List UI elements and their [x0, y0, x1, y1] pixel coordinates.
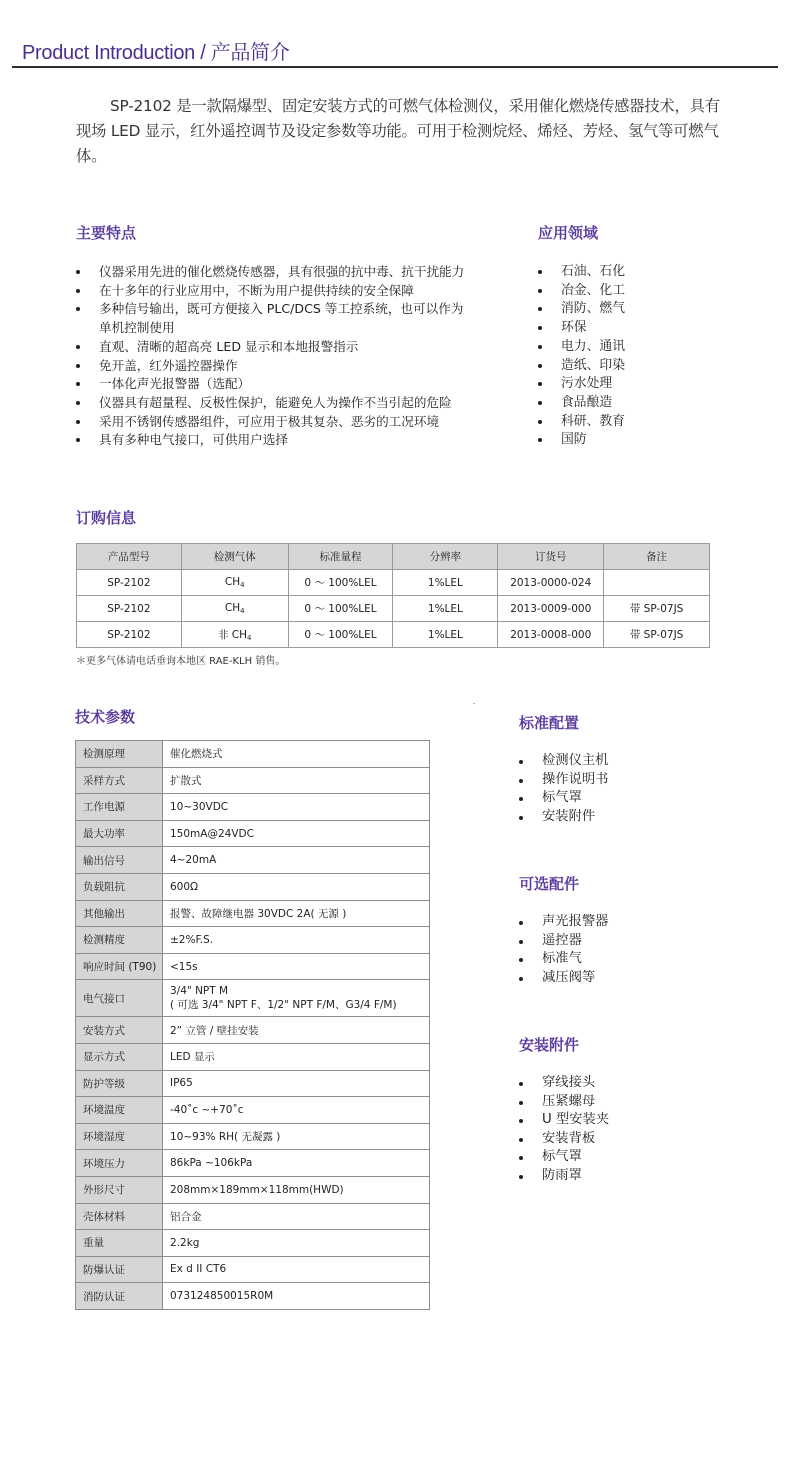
standard-config-item: 标气罩 [519, 789, 608, 808]
spec-value: 86kPa ~106kPa [163, 1150, 430, 1177]
install-parts-heading: 安装附件 [519, 1036, 580, 1054]
table-row [76, 1043, 430, 1070]
gas-cell [181, 622, 288, 648]
table-row [77, 570, 710, 596]
application-item: 环保 [538, 319, 625, 338]
spec-key: 防爆认证 [76, 1256, 163, 1283]
spec-value-line: ( 可选 3/4" NPT F、1/2" NPT F/M、G3/4 F/M) [170, 998, 397, 1011]
feature-item: 仪器采用先进的催化燃烧传感器，具有很强的抗中毒、抗干扰能力 [76, 263, 464, 282]
note-cell: 带 SP-07JS [604, 596, 710, 622]
install-parts-list [519, 1074, 609, 1186]
resolution-cell: 1%LEL [393, 570, 498, 596]
feature-item: 仪器具有超量程、反极性保护，能避免人为操作不当引起的危险 [76, 394, 464, 413]
install-part-item: 安装背板 [519, 1130, 609, 1149]
spec-key: 检测原理 [76, 741, 163, 768]
standard-config-item: 检测仪主机 [519, 752, 608, 771]
gas-cell [181, 570, 288, 596]
application-item: 造纸、印染 [538, 357, 625, 376]
spec-value: 600Ω [163, 873, 430, 900]
spec-value-line: 3/4" NPT M [170, 984, 229, 997]
ordering-heading: 订购信息 [76, 509, 137, 527]
spec-value: 10~30VDC [163, 794, 430, 821]
install-part-item: 压紧螺母 [519, 1093, 609, 1112]
spec-key: 环境湿度 [76, 1123, 163, 1150]
table-row [76, 1017, 430, 1044]
column-header: 订货号 [498, 544, 604, 570]
application-item: 石油、石化 [538, 263, 625, 282]
spec-key: 安装方式 [76, 1017, 163, 1044]
range-cell: 0 ～ 100%LEL [288, 622, 393, 648]
table-row [77, 622, 710, 648]
gas-subscript: 4 [247, 634, 252, 642]
spec-value: 4~20mA [163, 847, 430, 874]
specs-table [75, 740, 430, 1310]
spec-value: IP65 [163, 1070, 430, 1097]
spec-value: 铝合金 [163, 1203, 430, 1230]
feature-item: 多种信号输出，既可方便接入 PLC/DCS 等工控系统，也可以作为 [76, 300, 464, 319]
resolution-cell: 1%LEL [393, 596, 498, 622]
spec-key: 壳体材料 [76, 1203, 163, 1230]
spec-value: 208mm×189mm×118mm(HWD) [163, 1176, 430, 1203]
resolution-cell: 1%LEL [393, 622, 498, 648]
feature-item-continuation: 单机控制使用 [99, 320, 175, 336]
spec-key: 最大功率 [76, 820, 163, 847]
feature-item: 具有多种电气接口，可供用户选择 [76, 431, 464, 450]
install-part-item: U 型安装夹 [519, 1111, 609, 1130]
stray-dot [473, 703, 475, 704]
range-cell: 0 ～ 100%LEL [288, 570, 393, 596]
gas-prefix: 非 [217, 629, 232, 641]
applications-heading: 应用领域 [538, 224, 599, 242]
table-row [76, 873, 430, 900]
spec-value [163, 980, 430, 1017]
range-cell: 0 ～ 100%LEL [288, 596, 393, 622]
model-cell: SP-2102 [77, 596, 182, 622]
application-item: 消防、燃气 [538, 300, 625, 319]
spec-key: 工作电源 [76, 794, 163, 821]
application-item: 科研、教育 [538, 413, 625, 432]
spec-value: 扩散式 [163, 767, 430, 794]
table-row [76, 767, 430, 794]
install-part-item: 标气罩 [519, 1148, 609, 1167]
model-cell: SP-2102 [77, 622, 182, 648]
spec-value: ±2%F.S. [163, 927, 430, 954]
application-item: 冶金、化工 [538, 282, 625, 301]
feature-item: 一体化声光报警器（选配） [76, 375, 464, 394]
spec-key: 负载阻抗 [76, 873, 163, 900]
column-header: 检测气体 [181, 544, 288, 570]
table-row [76, 953, 430, 980]
spec-key: 响应时间 (T90) [76, 953, 163, 980]
table-row [76, 1097, 430, 1124]
gas-cell [181, 596, 288, 622]
column-header: 标准量程 [288, 544, 393, 570]
ordering-header-row [77, 544, 710, 570]
model-cell: SP-2102 [77, 570, 182, 596]
spec-value: 催化燃烧式 [163, 741, 430, 768]
gas-formula: CH [231, 629, 248, 641]
gas-subscript: 4 [240, 607, 245, 615]
feature-item: 免开盖，红外遥控器操作 [76, 357, 464, 376]
spec-value: 150mA@24VDC [163, 820, 430, 847]
spec-key: 检测精度 [76, 927, 163, 954]
table-row [76, 847, 430, 874]
install-part-item: 防雨罩 [519, 1167, 609, 1186]
table-row [76, 1150, 430, 1177]
application-item: 电力、通讯 [538, 338, 625, 357]
feature-item: 采用不锈钢传感器组件，可应用于极其复杂、恶劣的工况环境 [76, 413, 464, 432]
table-row [76, 900, 430, 927]
page-title: Product Introduction / 产品简介 [22, 42, 290, 64]
table-row [76, 980, 430, 1017]
spec-value: 073124850015R0M [163, 1283, 430, 1310]
optional-part-item: 减压阀等 [519, 969, 608, 988]
spec-value: 10~93% RH( 无凝露 ) [163, 1123, 430, 1150]
column-header: 分辨率 [393, 544, 498, 570]
ordering-table [76, 543, 710, 648]
spec-value: 2.2kg [163, 1230, 430, 1257]
gas-subscript: 4 [240, 581, 245, 589]
spec-value: LED 显示 [163, 1043, 430, 1070]
spec-value: <15s [163, 953, 430, 980]
spec-key: 消防认证 [76, 1283, 163, 1310]
gas-formula: CH [224, 576, 241, 588]
table-row [76, 1256, 430, 1283]
order-number-cell: 2013-0009-000 [498, 596, 604, 622]
table-row [76, 1123, 430, 1150]
spec-key: 采样方式 [76, 767, 163, 794]
install-part-item: 穿线接头 [519, 1074, 609, 1093]
spec-value: Ex d II CT6 [163, 1256, 430, 1283]
table-row [77, 596, 710, 622]
table-row [76, 820, 430, 847]
spec-key: 显示方式 [76, 1043, 163, 1070]
feature-item: 直观、清晰的超高亮 LED 显示和本地报警指示 [76, 338, 464, 357]
spec-key: 电气接口 [76, 980, 163, 1017]
spec-key: 防护等级 [76, 1070, 163, 1097]
table-row [76, 1070, 430, 1097]
feature-item: 在十多年的行业应用中，不断为用户提供持续的安全保障 [76, 282, 464, 301]
spec-key: 环境温度 [76, 1097, 163, 1124]
table-row [76, 741, 430, 768]
spec-value: 2” 立管 / 壁挂安装 [163, 1017, 430, 1044]
gas-formula: CH [224, 602, 241, 614]
table-row [76, 1176, 430, 1203]
table-row [76, 794, 430, 821]
application-item: 国防 [538, 431, 625, 450]
column-header: 产品型号 [77, 544, 182, 570]
spec-key: 输出信号 [76, 847, 163, 874]
spec-value: 报警、故障继电器 30VDC 2A( 无源 ) [163, 900, 430, 927]
note-cell [604, 570, 710, 596]
applications-list [538, 263, 625, 450]
note-cell: 带 SP-07JS [604, 622, 710, 648]
optional-parts-heading: 可选配件 [519, 875, 580, 893]
standard-config-item: 安装附件 [519, 808, 608, 827]
column-header: 备注 [604, 544, 710, 570]
order-number-cell: 2013-0000-024 [498, 570, 604, 596]
optional-parts-list [519, 913, 608, 987]
standard-config-list [519, 752, 608, 826]
table-row [76, 927, 430, 954]
intro-paragraph: SP-2102 是一款隔爆型、固定安装方式的可燃气体检测仪，采用催化燃烧传感器技术，具有现场 LED 显示，红外遥控调节及设定参数等功能。可用于检测烷烃、烯烃、芳烃、氢气等可燃气体。 [76, 97, 720, 165]
application-item: 食品酿造 [538, 394, 625, 413]
optional-part-item: 声光报警器 [519, 913, 608, 932]
application-item: 污水处理 [538, 375, 625, 394]
spec-key: 环境压力 [76, 1150, 163, 1177]
spec-key: 重量 [76, 1230, 163, 1257]
title-divider [12, 66, 778, 68]
optional-part-item: 标准气 [519, 950, 608, 969]
features-list [76, 263, 464, 450]
order-number-cell: 2013-0008-000 [498, 622, 604, 648]
table-row [76, 1203, 430, 1230]
standard-config-item: 操作说明书 [519, 771, 608, 790]
spec-key: 外形尺寸 [76, 1176, 163, 1203]
standard-config-heading: 标准配置 [519, 714, 580, 732]
spec-key: 其他输出 [76, 900, 163, 927]
ordering-footnote: ＊更多气体请电话垂询本地区 RAE-KLH 销售。 [76, 656, 286, 667]
specs-heading: 技术参数 [75, 708, 136, 726]
table-row [76, 1230, 430, 1257]
table-row [76, 1283, 430, 1310]
features-heading: 主要特点 [76, 224, 137, 242]
spec-value: -40˚c ~+70˚c [163, 1097, 430, 1124]
optional-part-item: 遥控器 [519, 932, 608, 951]
